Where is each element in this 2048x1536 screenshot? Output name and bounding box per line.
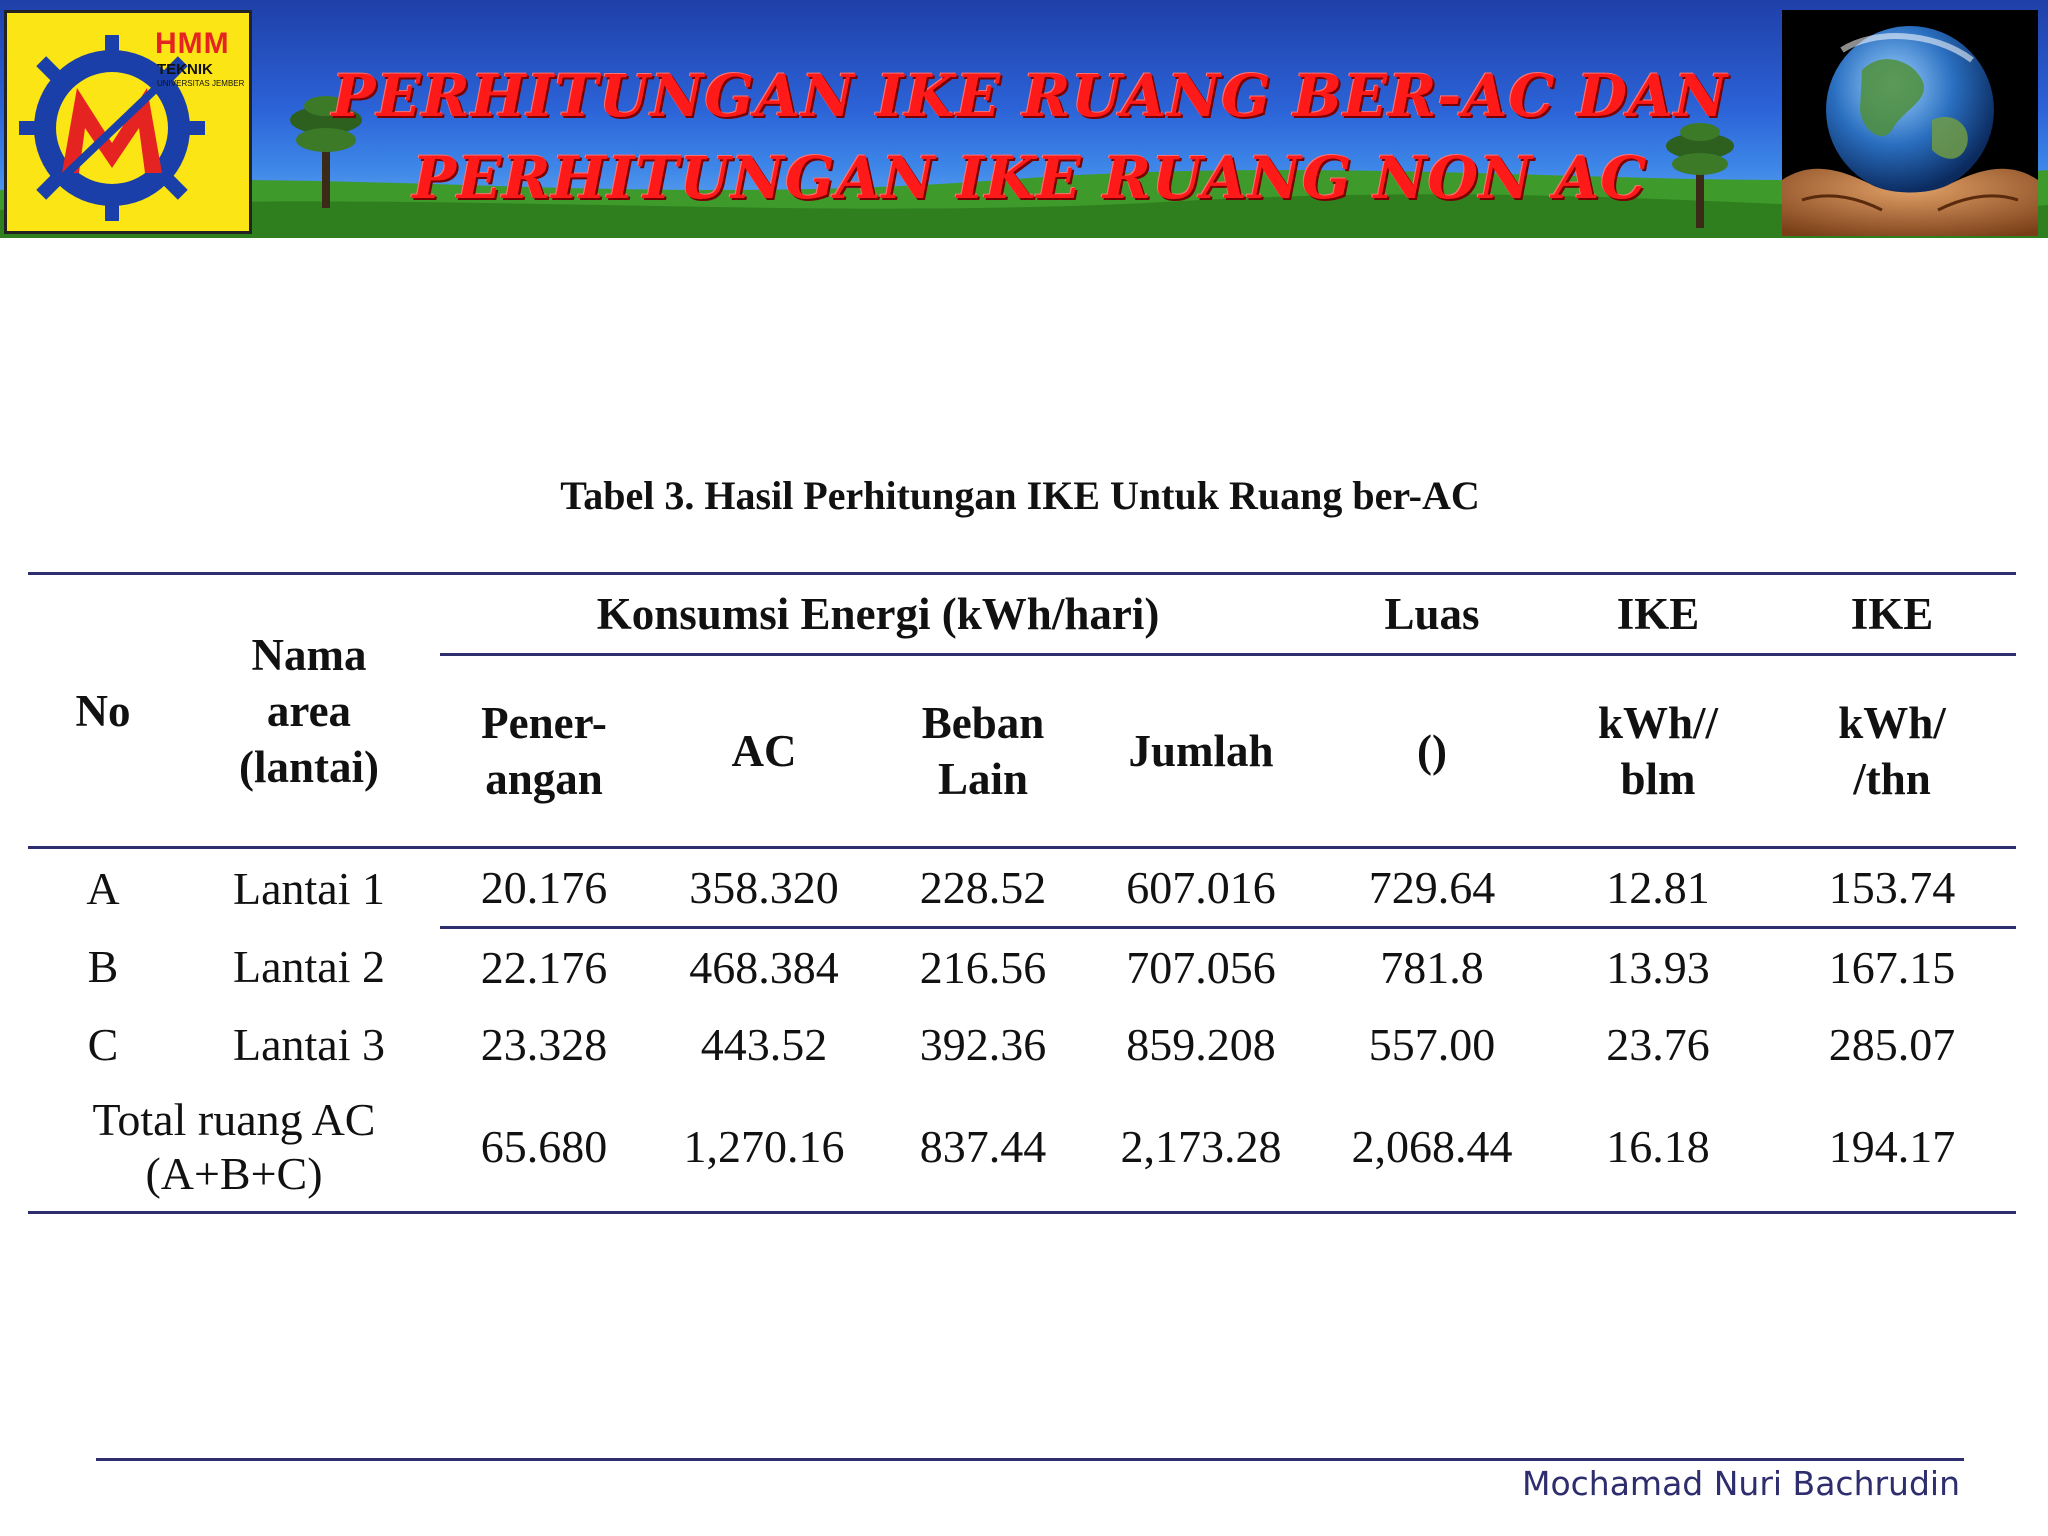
table-caption: Tabel 3. Hasil Perhitungan IKE Untuk Ruang ber-AC — [560, 473, 1480, 518]
cell-ike-blm: 23.76 — [1606, 1019, 1710, 1070]
ike-table — [28, 572, 2016, 1214]
globe-in-hands-icon — [1782, 10, 2038, 236]
cell-luas: 781.8 — [1380, 942, 1484, 993]
header-banner — [0, 0, 2048, 238]
cell-penerangan: 20.176 — [440, 848, 648, 928]
cell-beban: 837.44 — [880, 1083, 1086, 1213]
cell-jumlah: 707.056 — [1126, 942, 1276, 993]
cell-ike-blm: 16.18 — [1548, 1083, 1768, 1213]
cell-luas: 729.64 — [1316, 848, 1548, 928]
header-luas: Luas — [1316, 574, 1548, 655]
table-row — [28, 1006, 2016, 1083]
cell-ac: 468.384 — [689, 942, 839, 993]
cell-ac: 358.320 — [648, 848, 880, 928]
table-total-row — [28, 1083, 2016, 1213]
cell-ike-blm: 12.81 — [1548, 848, 1768, 928]
header-ac: AC — [648, 655, 880, 848]
slide-title-line-2: PERHITUNGAN IKE RUANG NON AC — [412, 144, 1648, 212]
logo-abbr: HMM — [155, 27, 230, 60]
cell-ac: 443.52 — [700, 1019, 828, 1070]
cell-area: Lantai 2 — [233, 941, 385, 993]
header-beban-lain: Beban Lain — [880, 655, 1086, 848]
table-row — [28, 848, 2016, 928]
cell-luas: 557.00 — [1368, 1019, 1496, 1070]
logo-sub: TEKNIK — [157, 61, 213, 78]
cell-no: A — [86, 862, 120, 914]
header-ike-thn-unit: kWh/ /thn — [1768, 655, 2016, 848]
cell-no: B — [87, 941, 119, 993]
footer-author: Mochamad Nuri Bachrudin — [1521, 1464, 1960, 1503]
cell-penerangan: 65.680 — [440, 1083, 648, 1213]
header-ike-blm-unit: kWh// blm — [1548, 655, 1768, 848]
cell-jumlah: 607.016 — [1086, 848, 1316, 928]
cell-ike-thn: 194.17 — [1768, 1083, 2016, 1213]
cell-jumlah: 2,173.28 — [1086, 1083, 1316, 1213]
header-ike-thn: IKE — [1768, 574, 2016, 655]
header-jumlah: Jumlah — [1086, 655, 1316, 848]
cell-luas: 2,068.44 — [1316, 1083, 1548, 1213]
logo-univ: UNIVERSITAS JEMBER — [157, 79, 245, 88]
cell-beban: 392.36 — [919, 1019, 1047, 1070]
cell-jumlah: 859.208 — [1126, 1019, 1276, 1070]
header-no: No — [28, 574, 178, 848]
cell-area: Lantai 3 — [233, 1019, 385, 1070]
cell-penerangan: 23.328 — [480, 1019, 608, 1070]
cell-beban: 216.56 — [919, 942, 1047, 993]
hmm-logo — [4, 10, 252, 234]
header-ike-blm: IKE — [1548, 574, 1768, 655]
footer-divider — [96, 1458, 1964, 1461]
cell-ike-thn: 153.74 — [1768, 848, 2016, 928]
cell-ac: 1,270.16 — [648, 1083, 880, 1213]
cell-no: C — [87, 1019, 119, 1070]
cell-ike-thn: 285.07 — [1828, 1019, 1956, 1070]
cell-area: Lantai 1 — [233, 862, 385, 914]
cell-ike-blm: 13.93 — [1606, 942, 1710, 993]
cell-beban: 228.52 — [880, 848, 1086, 928]
header-area: Nama area (lantai) — [178, 574, 440, 848]
header-konsumsi: Konsumsi Energi (kWh/hari) — [440, 574, 1316, 655]
header-penerangan: Pener- angan — [440, 655, 648, 848]
cell-total-label: Total ruang AC (A+B+C) — [28, 1083, 440, 1213]
cell-penerangan: 22.176 — [480, 942, 608, 993]
table-row — [28, 928, 2016, 1007]
slide-title-line-1: PERHITUNGAN IKE RUANG BER-AC DAN — [331, 62, 1729, 130]
header-luas-unit: () — [1316, 655, 1548, 848]
cell-ike-thn: 167.15 — [1828, 942, 1956, 993]
